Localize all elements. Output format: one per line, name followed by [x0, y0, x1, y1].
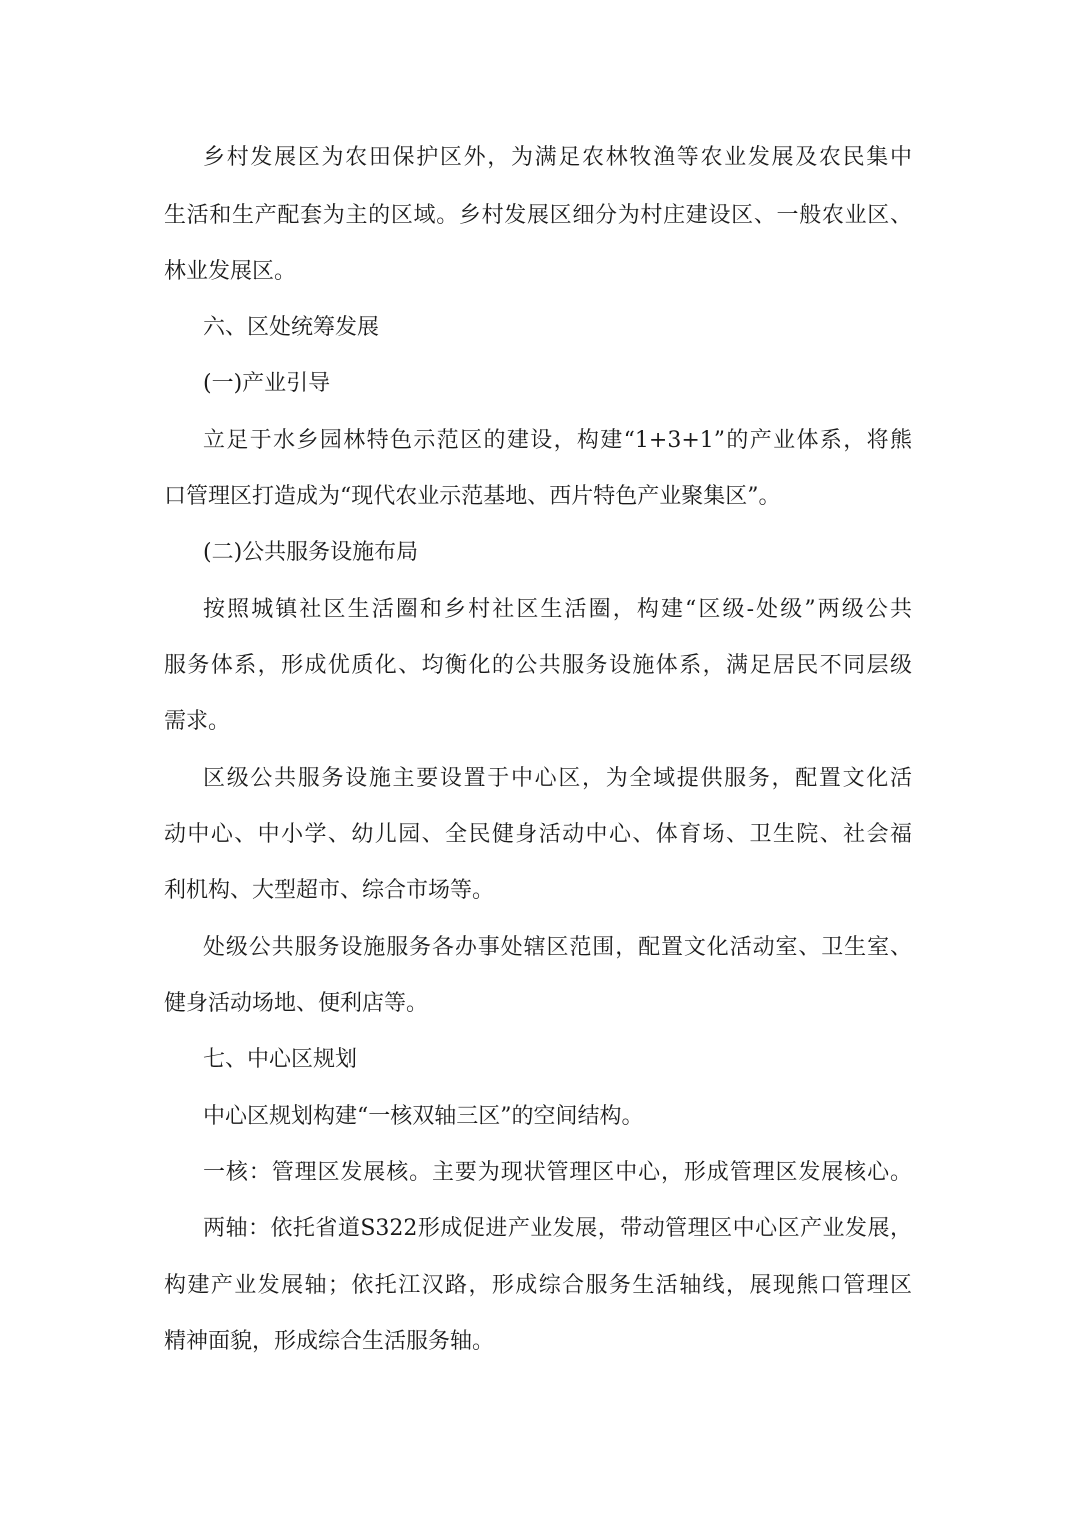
- paragraph-line: 利机构、大型超市、综合市场等。: [164, 878, 495, 903]
- paragraph-line: 区级公共服务设施主要设置于中心区，为全域提供服务，配置文化活: [203, 766, 912, 791]
- paragraph-line: 立足于水乡园林特色示范区的建设，构建“1+3+1”的产业体系，将熊: [203, 428, 912, 453]
- paragraph-line: 一核：管理区发展核。主要为现状管理区中心，形成管理区发展核心。: [203, 1160, 912, 1185]
- paragraph-line: 林业发展区。: [164, 259, 297, 284]
- section-heading: 六、区处统筹发展: [203, 315, 380, 340]
- paragraph-line: 构建产业发展轴；依托江汉路，形成综合服务生活轴线，展现熊口管理区: [164, 1273, 912, 1298]
- paragraph-line: 生活和生产配套为主的区域。乡村发展区细分为村庄建设区、一般农业区、: [164, 203, 912, 228]
- paragraph-line: 中心区规划构建“一核双轴三区”的空间结构。: [203, 1104, 644, 1129]
- paragraph-line: 按照城镇社区生活圈和乡村社区生活圈，构建“区级-处级”两级公共: [203, 597, 912, 622]
- paragraph-line: 动中心、中小学、幼儿园、全民健身活动中心、体育场、卫生院、社会福: [164, 822, 912, 847]
- subsection-heading: (一)产业引导: [203, 371, 331, 396]
- section-heading: 七、中心区规划: [203, 1047, 358, 1072]
- paragraph-line: 需求。: [164, 709, 231, 734]
- subsection-heading: (二)公共服务设施布局: [203, 540, 419, 565]
- paragraph-line: 精神面貌，形成综合生活服务轴。: [164, 1329, 495, 1354]
- paragraph-line: 处级公共服务设施服务各办事处辖区范围，配置文化活动室、卫生室、: [203, 935, 912, 960]
- paragraph-line: 口管理区打造成为“现代农业示范基地、西片特色产业聚集区”。: [164, 484, 781, 509]
- paragraph-line: 乡村发展区为农田保护区外，为满足农林牧渔等农业发展及农民集中: [203, 145, 912, 170]
- paragraph-line: 两轴：依托省道S322形成促进产业发展，带动管理区中心区产业发展，: [203, 1216, 912, 1241]
- paragraph-line: 服务体系，形成优质化、均衡化的公共服务设施体系，满足居民不同层级: [164, 653, 912, 678]
- paragraph-line: 健身活动场地、便利店等。: [164, 991, 429, 1016]
